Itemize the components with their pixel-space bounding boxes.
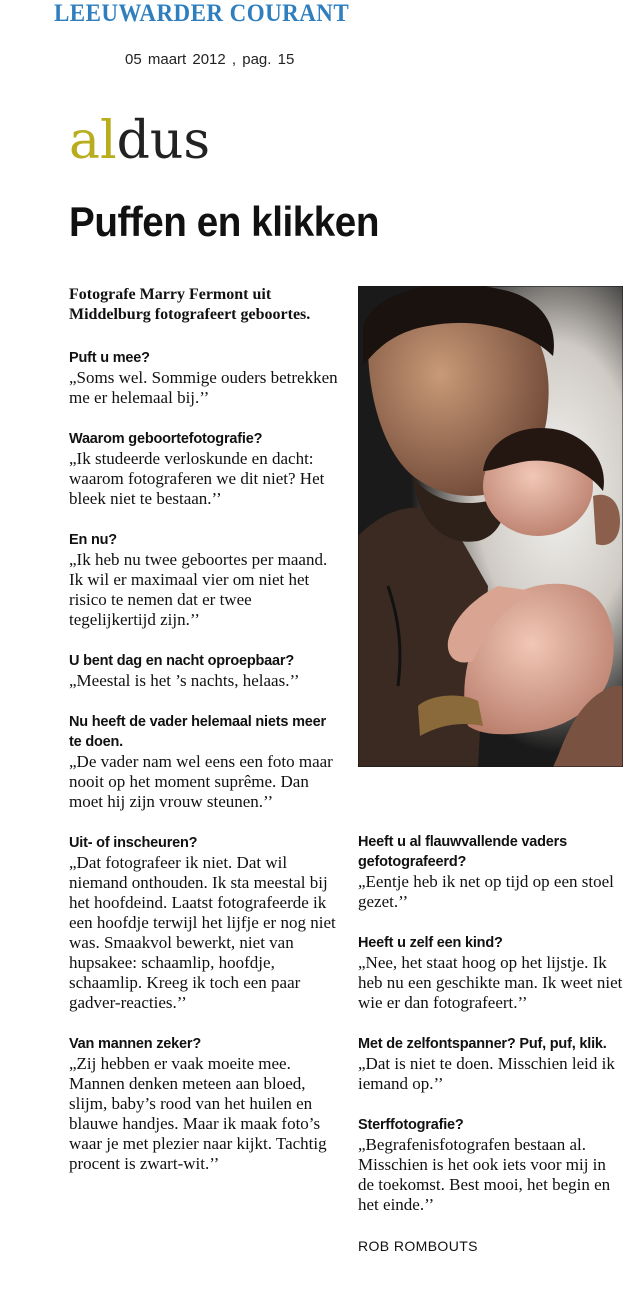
qa-block bbox=[69, 429, 341, 509]
question: Van mannen zeker? bbox=[69, 1036, 201, 1052]
answer: „Soms wel. Sommige ouders betrekken me er helemaal bij.’’ bbox=[69, 368, 338, 407]
answer: „Dat fotografeer ik niet. Dat wil niemand onthouden. Ik sta meestal bij het hoofdeind. Laatst fotografeerde ik een hoofdje terwijl het lijfje er nog niet was. Smaakvol bewerkt, niet van hupsakee: schaamlip, hoofdje, schaamlip. Kreeg ik toch een paar gadver-reacties.’’ bbox=[69, 853, 336, 1012]
qa-block bbox=[358, 933, 623, 1013]
qa-block bbox=[358, 1115, 623, 1215]
qa-block bbox=[358, 1034, 623, 1094]
qa-block bbox=[69, 833, 341, 1013]
left-column bbox=[69, 285, 341, 1195]
question: Met de zelfontspanner? Puf, puf, klik. bbox=[358, 1036, 607, 1052]
byline: ROB ROMBOUTS bbox=[358, 1238, 478, 1254]
answer: „Zij hebben er vaak moeite mee. Mannen denken meteen aan bloed, slijm, baby’s rood van het huilen en blauwe handjes. Maar ik maak foto’s waar je met plezier naar kijkt. Tachtig procent is zwart-wit.’’ bbox=[69, 1054, 327, 1173]
question: Heeft u al flauwvallende vaders gefotografeerd? bbox=[358, 834, 567, 870]
question: En nu? bbox=[69, 532, 117, 548]
section-label-accent: al bbox=[69, 111, 117, 171]
intro: Fotografe Marry Fermont uit Middelburg fotografeert geboortes. bbox=[69, 286, 311, 323]
qa-block bbox=[69, 1034, 341, 1174]
question: Heeft u zelf een kind? bbox=[358, 935, 503, 951]
qa-block bbox=[69, 530, 341, 630]
question: Puft u mee? bbox=[69, 350, 150, 366]
qa-block bbox=[69, 712, 341, 812]
answer: „De vader nam wel eens een foto maar nooit op het moment suprême. Dan moet hij zijn vrouw steunen.’’ bbox=[69, 752, 333, 811]
right-column bbox=[358, 832, 623, 1256]
answer: „Ik studeerde verloskunde en dacht: waarom fotograferen we dit niet? Het bleek niet te bestaan.’’ bbox=[69, 449, 325, 508]
dateline: 05 maart 2012 , pag. 15 bbox=[125, 51, 295, 68]
section-label-rest: dus bbox=[116, 111, 211, 171]
question: Nu heeft de vader helemaal niets meer te doen. bbox=[69, 714, 326, 750]
question: Sterffotografie? bbox=[358, 1117, 464, 1133]
answer: „Eentje heb ik net op tijd op een stoel gezet.’’ bbox=[358, 872, 614, 911]
section-label bbox=[69, 111, 210, 171]
question: U bent dag en nacht oproepbaar? bbox=[69, 653, 295, 669]
answer: „Dat is niet te doen. Misschien leid ik iemand op.’’ bbox=[358, 1054, 615, 1093]
answer: „Begrafenisfotografen bestaan al. Misschien is het ook iets voor mij in de toekomst. Best mooi, het begin en het einde.’’ bbox=[358, 1135, 611, 1214]
masthead: LEEUWARDER COURANT bbox=[54, 0, 350, 27]
qa-block bbox=[69, 651, 341, 691]
answer: „Meestal is het ’s nachts, helaas.’’ bbox=[69, 671, 300, 690]
article-photo bbox=[358, 286, 623, 767]
qa-block bbox=[358, 832, 623, 912]
qa-block bbox=[69, 348, 341, 408]
father-with-newborn-photo bbox=[358, 286, 623, 767]
answer: „Nee, het staat hoog op het lijstje. Ik heb nu een geschikte man. Ik weet niet wie er dan fotografeert.’’ bbox=[358, 953, 623, 1012]
headline: Puffen en klikken bbox=[69, 198, 379, 245]
question: Waarom geboortefotografie? bbox=[69, 431, 263, 447]
question: Uit- of inscheuren? bbox=[69, 835, 198, 851]
answer: „Ik heb nu twee geboortes per maand. Ik wil er maximaal vier om niet het risico te nemen dat er twee tegelijkertijd zijn.’’ bbox=[69, 550, 328, 629]
